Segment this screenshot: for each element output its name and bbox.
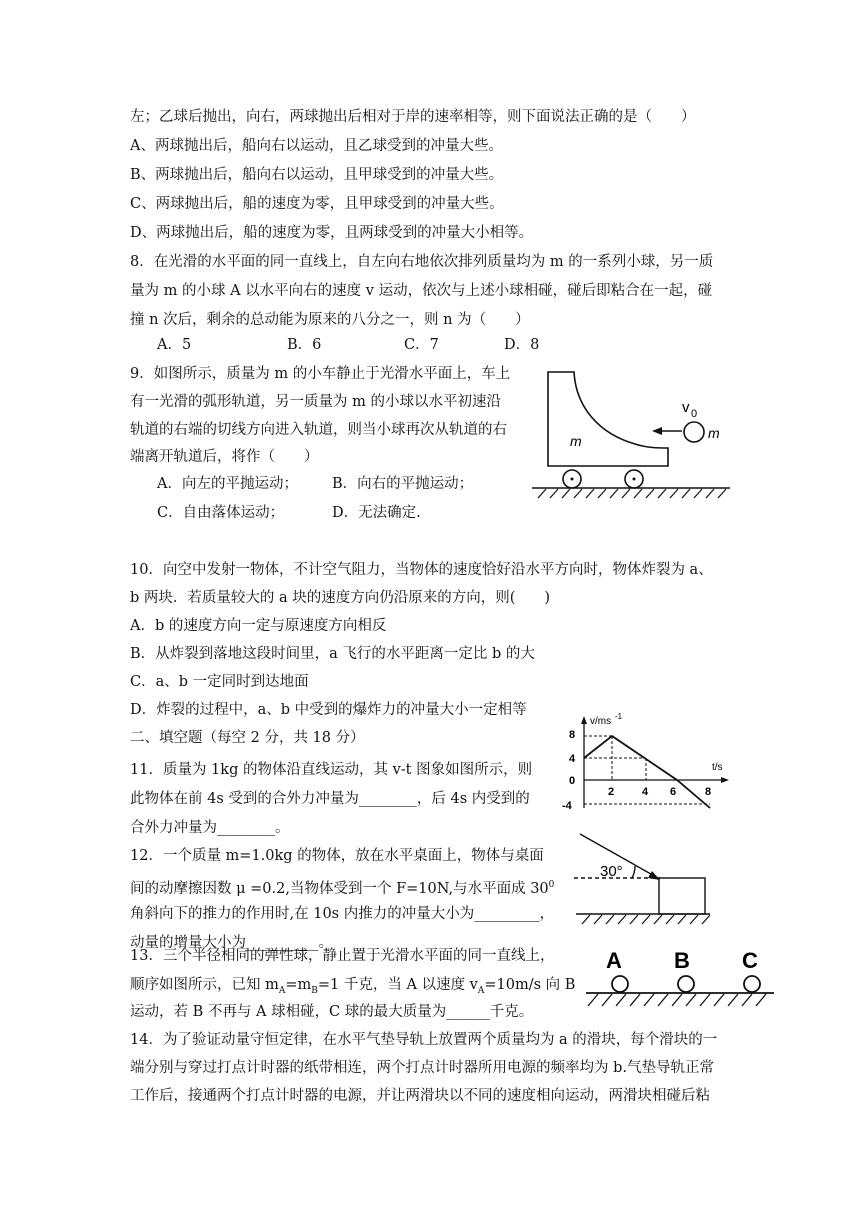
q8-stem-line3: 撞 n 次后，剩余的总动能为原来的八分之一，则 n 为（ ） <box>130 312 530 328</box>
cart-body <box>548 372 668 466</box>
velocity-subscript: 0 <box>691 408 698 420</box>
angle-label: 30° <box>600 863 623 880</box>
q7-option-a: A、两球抛出后，船向右以运动，且乙球受到的冲量大些。 <box>130 138 503 154</box>
q13-stem-line3: 运动，若 B 不再与 A 球相碰，C 球的最大质量为______千克。 <box>130 1004 534 1020</box>
x-axis-label: t/s <box>712 762 723 773</box>
q12-stem-line2 <box>130 876 554 898</box>
q14-stem-line3: 工作后，接通两个打点计时器的电源，并让两滑块以不同的速度相向运动，两滑块相碰后粘 <box>130 1088 710 1104</box>
cart-track-figure <box>530 368 735 500</box>
three-balls-figure <box>582 940 778 1012</box>
q13-l2-text-b: =m <box>285 977 312 993</box>
y-tick-8: 8 <box>569 729 576 741</box>
force-arrowhead <box>648 871 660 880</box>
q8-stem-line2: 量为 m 的小球 A 以水平向右的速度 v 运动，依次与上述小球相碰，碰后即粘合在一起，碰 <box>130 283 713 299</box>
x-tick-8: 8 <box>705 786 712 798</box>
q9-stem-line2: 有一光滑的弧形轨道，另一质量为 m 的小球以水平初速沿 <box>130 394 501 410</box>
q13-stem-line1: 13．三个半径相同的弹性球，静止置于光滑水平面的同一直线上， <box>130 948 555 964</box>
q7-stem-cont: 左；乙球后抛出，向右，两球抛出后相对于岸的速率相等，则下面说法正确的是（ ） <box>130 109 696 125</box>
q12-stem-line1: 12．一个质量 m=1.0kg 的物体，放在水平桌面上，物体与桌面 <box>130 848 544 864</box>
q9-stem-line1: 9．如图所示，质量为 m 的小车静止于光滑水平面上，车上 <box>130 366 511 382</box>
q11-stem-line1: 11．质量为 1kg 的物体沿直线运动，其 v-t 图象如图所示，则 <box>130 762 533 778</box>
q13-sub-va: A <box>477 985 485 996</box>
q11-stem-line3: 合外力冲量为________。 <box>130 820 290 836</box>
vt-graph-figure <box>560 712 740 816</box>
q7-option-b: B、两球抛出后，船向右以运动，且甲球受到的冲量大些。 <box>130 167 504 183</box>
q9-stem-line4: 端离开轨道后，将作（ ） <box>130 449 319 465</box>
ball-label-c: C <box>742 948 758 973</box>
q8-option-b: B．6 <box>287 337 322 353</box>
q12-stem-line3: 角斜向下的推力的作用时,在 10s 内推力的冲量大小为_________， <box>130 906 554 922</box>
q8-option-c: C．7 <box>404 337 439 353</box>
q10-option-c: C．a、b 一定同时到达地面 <box>130 674 309 690</box>
q13-l2-text: 顺序如图所示，已知 m <box>130 977 279 993</box>
q12-stem-line2-text: 间的动摩擦因数 μ =0.2,当物体受到一个 F=10N,与水平面成 30 <box>130 880 549 897</box>
q8-option-d: D．8 <box>504 337 540 353</box>
q9-option-a: A．向左的平抛运动； <box>157 476 298 492</box>
q13-l2-text-c: =1 千克，当 A 以速度 v <box>317 977 478 993</box>
q9-option-b: B．向右的平抛运动； <box>332 476 474 492</box>
q10-option-a: A．b 的速度方向一定与原速度方向相反 <box>130 618 387 634</box>
q14-stem-line1: 14．为了验证动量守恒定律，在水平气垫导轨上放置两个质量均为 a 的滑块，每个滑块的一 <box>130 1032 718 1048</box>
q11-stem-line2: 此物体在前 4s 受到的合外力冲量为________，后 4s 内受到的 <box>130 791 530 807</box>
q13-stem-line2 <box>130 976 575 1000</box>
q10-stem-line1: 10．向空中发射一物体，不计空气阻力，当物体的速度恰好沿水平方向时，物体炸裂为 a、 <box>130 562 713 578</box>
q8-stem-line1: 8．在光滑的水平面的同一直线上，自左向右地依次排列质量均为 m 的一系列小球，另一质 <box>130 254 714 270</box>
ball-label-b: B <box>674 948 690 973</box>
q8-option-a: A．5 <box>157 337 192 353</box>
q14-stem-line2: 端分别与穿过打点计时器的纸带相连，两个打点计时器所用电源的频率均为 b.气垫导轨正常 <box>130 1060 714 1076</box>
q12-stem-line4: 动量的增量大小为__________。 <box>130 935 333 951</box>
q13-sub-b: B <box>311 985 318 996</box>
q7-option-d: D、两球抛出后，船的速度为零，且两球受到的冲量大小相等。 <box>130 225 534 241</box>
q9-stem-line3: 轨道的右端的切线方向进入轨道，则当小球再次从轨道的右 <box>130 422 507 438</box>
ball-label-a: A <box>606 948 622 973</box>
ball-a <box>612 976 628 992</box>
q13-sub-a: A <box>278 985 286 996</box>
y-tick-neg4: -4 <box>562 800 572 812</box>
velocity-label: v <box>682 399 690 416</box>
q12-degree-superscript: 0 <box>548 880 555 890</box>
q9-option-d: D．无法确定. <box>332 505 421 521</box>
x-tick-2: 2 <box>608 786 615 798</box>
ball-c <box>744 976 760 992</box>
q10-option-b: B．从炸裂到落地这段时间里，a 飞行的水平距离一定比 b 的大 <box>130 646 535 662</box>
q9-option-c: C．自由落体运动； <box>157 505 285 521</box>
angle-arc <box>632 866 635 878</box>
y-axis-label: v/ms <box>590 716 612 727</box>
q10-option-d: D．炸裂的过程中，a、b 中受到的爆炸力的冲量大小一定相等 <box>130 702 527 718</box>
ball <box>684 422 704 442</box>
incline-force-figure <box>572 830 712 936</box>
section-heading: 二、填空题（每空 2 分，共 18 分） <box>130 730 365 746</box>
q13-l2-text-d: =10m/s 向 B <box>484 977 576 993</box>
y-axis-label-exponent: -1 <box>615 712 623 721</box>
block <box>659 878 705 914</box>
x-tick-4: 4 <box>642 786 649 798</box>
ball-b <box>678 976 694 992</box>
cart-mass-label: m <box>570 433 582 449</box>
x-tick-6: 6 <box>670 786 677 798</box>
y-tick-4: 4 <box>569 753 576 765</box>
ball-mass-label: m <box>708 425 720 441</box>
q10-stem-line2: b 两块．若质量较大的 a 块的速度方向仍沿原来的方向，则( ) <box>130 590 551 606</box>
q7-option-c: C、两球抛出后，船的速度为零，且甲球受到的冲量大些。 <box>130 196 504 212</box>
y-tick-0: 0 <box>569 775 576 787</box>
